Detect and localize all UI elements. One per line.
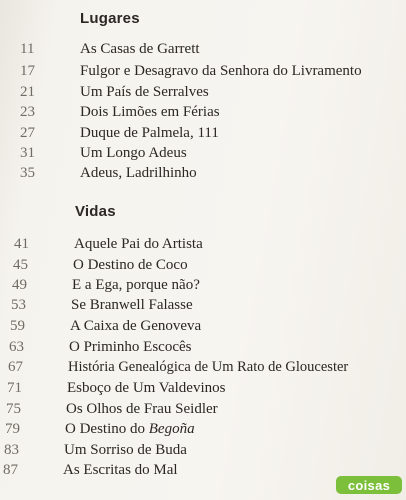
toc-entry [10,316,400,336]
toc-entry [12,275,400,295]
page-number: 11 [20,41,35,57]
toc-entry [20,163,400,183]
toc-entry [20,102,400,122]
section-heading-lugares: Lugares [80,10,140,27]
page-number: 71 [7,380,22,396]
page-number: 21 [20,84,35,100]
entry-title: Dois Limões em Férias [80,104,220,120]
page-number: 49 [12,277,27,293]
page-number: 31 [20,145,35,161]
entry-title: História Genealógica de Um Rato de Gloucester [68,359,349,375]
entry-title-italic: Begoña [148,421,195,437]
toc-entry [20,61,400,81]
page-number: 23 [20,104,35,120]
page-number: 17 [20,63,35,79]
site-watermark-logo [336,476,402,494]
entry-title: Um Longo Adeus [80,145,187,161]
toc-entry [9,337,400,357]
entry-title-prefix: O Destino do [65,421,149,437]
toc-entry [13,255,400,275]
entry-title: As Escritas do Mal [63,462,178,478]
entry-title: Um Sorriso de Buda [64,442,187,458]
entry-title: Duque de Palmela, 111 [80,125,219,141]
entry-title: O Priminho Escocês [69,339,192,355]
page-number: 53 [11,297,26,313]
entry-title: A Caixa de Genoveva [70,318,202,334]
watermark-text: coisas [347,477,391,493]
page-number: 45 [13,257,28,273]
entry-title: O Destino de Coco [73,257,188,273]
entry-title: Fulgor e Desagravo da Senhora do Livramento [80,63,362,79]
page-number: 79 [5,421,20,437]
page-number: 59 [10,318,25,334]
toc-entry [7,378,400,398]
entry-title: Esboço de Um Valdevinos [67,380,226,396]
entry-title: E a Ega, porque não? [72,277,200,293]
entry-title: Os Olhos de Frau Seidler [66,401,218,417]
page-number: 87 [3,462,18,478]
toc-entry [6,399,400,419]
entry-title [65,419,195,439]
entry-title: Adeus, Ladrilhinho [80,165,197,181]
page-number: 35 [20,165,35,181]
toc-entry [20,39,400,59]
toc-entry [20,82,400,102]
entry-title: Se Branwell Falasse [71,297,193,313]
page-number: 63 [9,339,24,355]
entry-title: Aquele Pai do Artista [74,236,203,252]
toc-entry [20,123,400,143]
page-number: 75 [6,401,21,417]
toc-entry [20,143,400,163]
toc-entry [8,357,400,377]
page-number: 83 [4,442,19,458]
page-number: 41 [14,236,29,252]
toc-entry [5,419,400,439]
page-number: 67 [8,359,23,375]
section-heading-vidas: Vidas [75,203,116,220]
toc-entry [4,440,400,460]
entry-title: As Casas de Garrett [80,41,200,57]
page-number: 27 [20,125,35,141]
entry-title: Um País de Serralves [80,84,209,100]
toc-entry [11,295,400,315]
toc-entry [14,234,400,254]
